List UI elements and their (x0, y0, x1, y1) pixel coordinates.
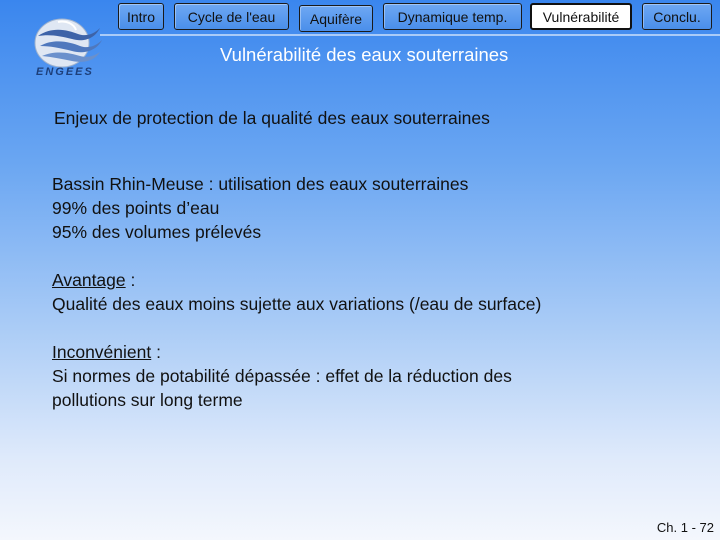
logo-text: ENGEES (36, 66, 94, 78)
drawback-label: Inconvénient (52, 342, 152, 362)
advantage-label: Avantage (52, 270, 126, 290)
slide-heading: Enjeux de protection de la qualité des eaux souterraines (54, 108, 490, 128)
advantage-block (52, 268, 541, 316)
basin-line-1: Bassin Rhin-Meuse : utilisation des eaux souterraines (52, 174, 469, 194)
drawback-heading (52, 340, 512, 364)
advantage-text: Qualité des eaux moins sujette aux variations (/eau de surface) (52, 294, 542, 314)
drawback-line-1: Si normes de potabilité dépassée : effet de la réduction des (52, 366, 512, 386)
header-divider (100, 34, 720, 36)
page-number: Ch. 1 - 72 (656, 520, 714, 535)
engees-logo (30, 10, 110, 82)
basin-line-2: 99% des points d’eau (52, 198, 220, 218)
slide-title: Vulnérabilité des eaux souterraines (220, 44, 509, 65)
drawback-block (52, 340, 512, 412)
advantage-heading (52, 268, 541, 292)
tab-cycle-de-l-eau[interactable]: Cycle de l'eau (174, 3, 289, 30)
basin-line-3: 95% des volumes prélevés (52, 222, 262, 242)
tab-vulnerabilite[interactable]: Vulnérabilité (530, 3, 632, 30)
tab-intro[interactable]: Intro (118, 3, 164, 30)
drawback-line-2: pollutions sur long terme (52, 390, 243, 410)
basin-block (52, 172, 468, 244)
tab-conclu[interactable]: Conclu. (642, 3, 712, 30)
tab-aquifere[interactable]: Aquifère (299, 5, 373, 32)
advantage-separator: : (125, 270, 136, 290)
tab-dynamique-temp[interactable]: Dynamique temp. (383, 3, 522, 30)
drawback-separator: : (151, 342, 161, 362)
